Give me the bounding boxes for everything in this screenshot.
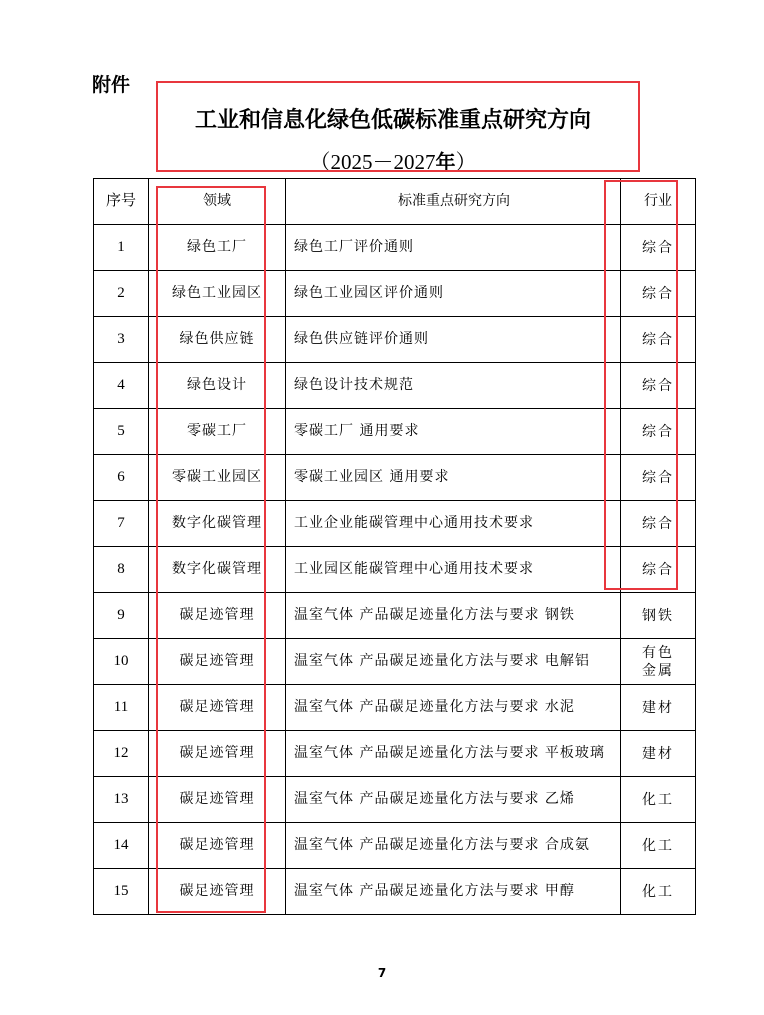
standards-table — [93, 178, 696, 915]
row-industry-text: 综合 — [642, 469, 674, 486]
row-field: 零碳工业园区 — [149, 455, 286, 501]
page-number: 7 — [377, 966, 387, 980]
row-industry — [621, 639, 696, 685]
row-number: 3 — [94, 317, 149, 363]
row-industry-text: 综合 — [642, 515, 674, 532]
row-direction: 绿色工厂评价通则 — [286, 225, 621, 271]
row-number: 6 — [94, 455, 149, 501]
table-row — [94, 225, 696, 271]
attachment-label: 附件 — [92, 74, 131, 96]
table-row — [94, 731, 696, 777]
row-direction: 温室气体 产品碳足迹量化方法与要求 钢铁 — [286, 593, 621, 639]
subtitle-years: 2025－2027 — [330, 150, 436, 174]
row-industry-text: 综合 — [642, 331, 674, 348]
document-subtitle — [158, 146, 628, 176]
row-field: 碳足迹管理 — [149, 639, 286, 685]
header-industry: 行业 — [621, 179, 696, 225]
row-number: 10 — [94, 639, 149, 685]
table-row — [94, 455, 696, 501]
row-industry — [621, 501, 696, 547]
row-industry-text: 建材 — [642, 699, 674, 716]
row-number: 12 — [94, 731, 149, 777]
row-field: 碳足迹管理 — [149, 731, 286, 777]
row-number: 2 — [94, 271, 149, 317]
row-number: 4 — [94, 363, 149, 409]
row-number: 7 — [94, 501, 149, 547]
header-no: 序号 — [94, 179, 149, 225]
row-industry — [621, 869, 696, 915]
row-industry — [621, 271, 696, 317]
table-row — [94, 593, 696, 639]
table-row — [94, 501, 696, 547]
row-number: 14 — [94, 823, 149, 869]
row-industry — [621, 685, 696, 731]
row-field: 绿色工厂 — [149, 225, 286, 271]
row-direction: 绿色设计技术规范 — [286, 363, 621, 409]
table-row — [94, 685, 696, 731]
row-field: 绿色工业园区 — [149, 271, 286, 317]
row-field: 碳足迹管理 — [149, 685, 286, 731]
row-number: 11 — [94, 685, 149, 731]
table-row — [94, 777, 696, 823]
table-row — [94, 639, 696, 685]
row-field: 碳足迹管理 — [149, 869, 286, 915]
row-field: 零碳工厂 — [149, 409, 286, 455]
row-field: 碳足迹管理 — [149, 777, 286, 823]
header-direction: 标准重点研究方向 — [286, 179, 621, 225]
row-number: 15 — [94, 869, 149, 915]
row-industry — [621, 363, 696, 409]
row-industry-text: 有色金属 — [642, 644, 674, 679]
row-direction: 温室气体 产品碳足迹量化方法与要求 乙烯 — [286, 777, 621, 823]
row-industry — [621, 455, 696, 501]
row-field: 数字化碳管理 — [149, 501, 286, 547]
row-direction: 绿色工业园区评价通则 — [286, 271, 621, 317]
row-field: 绿色设计 — [149, 363, 286, 409]
table-row — [94, 547, 696, 593]
row-industry — [621, 317, 696, 363]
document-title: 工业和信息化绿色低碳标准重点研究方向 — [194, 107, 591, 133]
row-direction: 温室气体 产品碳足迹量化方法与要求 平板玻璃 — [286, 731, 621, 777]
row-industry — [621, 593, 696, 639]
row-industry-text: 综合 — [642, 561, 674, 578]
row-direction: 绿色供应链评价通则 — [286, 317, 621, 363]
table-row — [94, 271, 696, 317]
subtitle-open: （ — [309, 150, 331, 174]
row-field: 碳足迹管理 — [149, 823, 286, 869]
row-direction: 温室气体 产品碳足迹量化方法与要求 甲醇 — [286, 869, 621, 915]
table-row — [94, 409, 696, 455]
row-direction: 工业园区能碳管理中心通用技术要求 — [286, 547, 621, 593]
row-industry-text: 综合 — [642, 423, 674, 440]
row-direction: 温室气体 产品碳足迹量化方法与要求 电解铝 — [286, 639, 621, 685]
row-industry — [621, 823, 696, 869]
table-row — [94, 317, 696, 363]
row-industry — [621, 409, 696, 455]
row-number: 1 — [94, 225, 149, 271]
row-industry-text: 综合 — [642, 285, 674, 302]
row-direction: 零碳工业园区 通用要求 — [286, 455, 621, 501]
table-body — [94, 225, 696, 915]
row-industry-text: 综合 — [642, 239, 674, 256]
row-number: 5 — [94, 409, 149, 455]
subtitle-close: ） — [455, 150, 477, 174]
row-direction: 工业企业能碳管理中心通用技术要求 — [286, 501, 621, 547]
subtitle-year-char: 年 — [435, 150, 456, 174]
row-field: 碳足迹管理 — [149, 593, 286, 639]
row-direction: 温室气体 产品碳足迹量化方法与要求 水泥 — [286, 685, 621, 731]
row-industry-text: 化工 — [642, 791, 674, 808]
row-field: 绿色供应链 — [149, 317, 286, 363]
header-field: 领域 — [149, 179, 286, 225]
row-industry — [621, 547, 696, 593]
row-industry — [621, 731, 696, 777]
row-industry — [621, 225, 696, 271]
table-row — [94, 869, 696, 915]
row-field: 数字化碳管理 — [149, 547, 286, 593]
row-direction: 零碳工厂 通用要求 — [286, 409, 621, 455]
table-row — [94, 823, 696, 869]
row-industry-text: 钢铁 — [642, 607, 674, 624]
row-direction: 温室气体 产品碳足迹量化方法与要求 合成氨 — [286, 823, 621, 869]
row-industry — [621, 777, 696, 823]
row-industry-text: 化工 — [642, 883, 674, 900]
row-industry-text: 综合 — [642, 377, 674, 394]
table-header-row — [94, 179, 696, 225]
table-row — [94, 363, 696, 409]
row-industry-text: 化工 — [642, 837, 674, 854]
row-industry-text: 建材 — [642, 745, 674, 762]
row-number: 13 — [94, 777, 149, 823]
row-number: 8 — [94, 547, 149, 593]
row-number: 9 — [94, 593, 149, 639]
